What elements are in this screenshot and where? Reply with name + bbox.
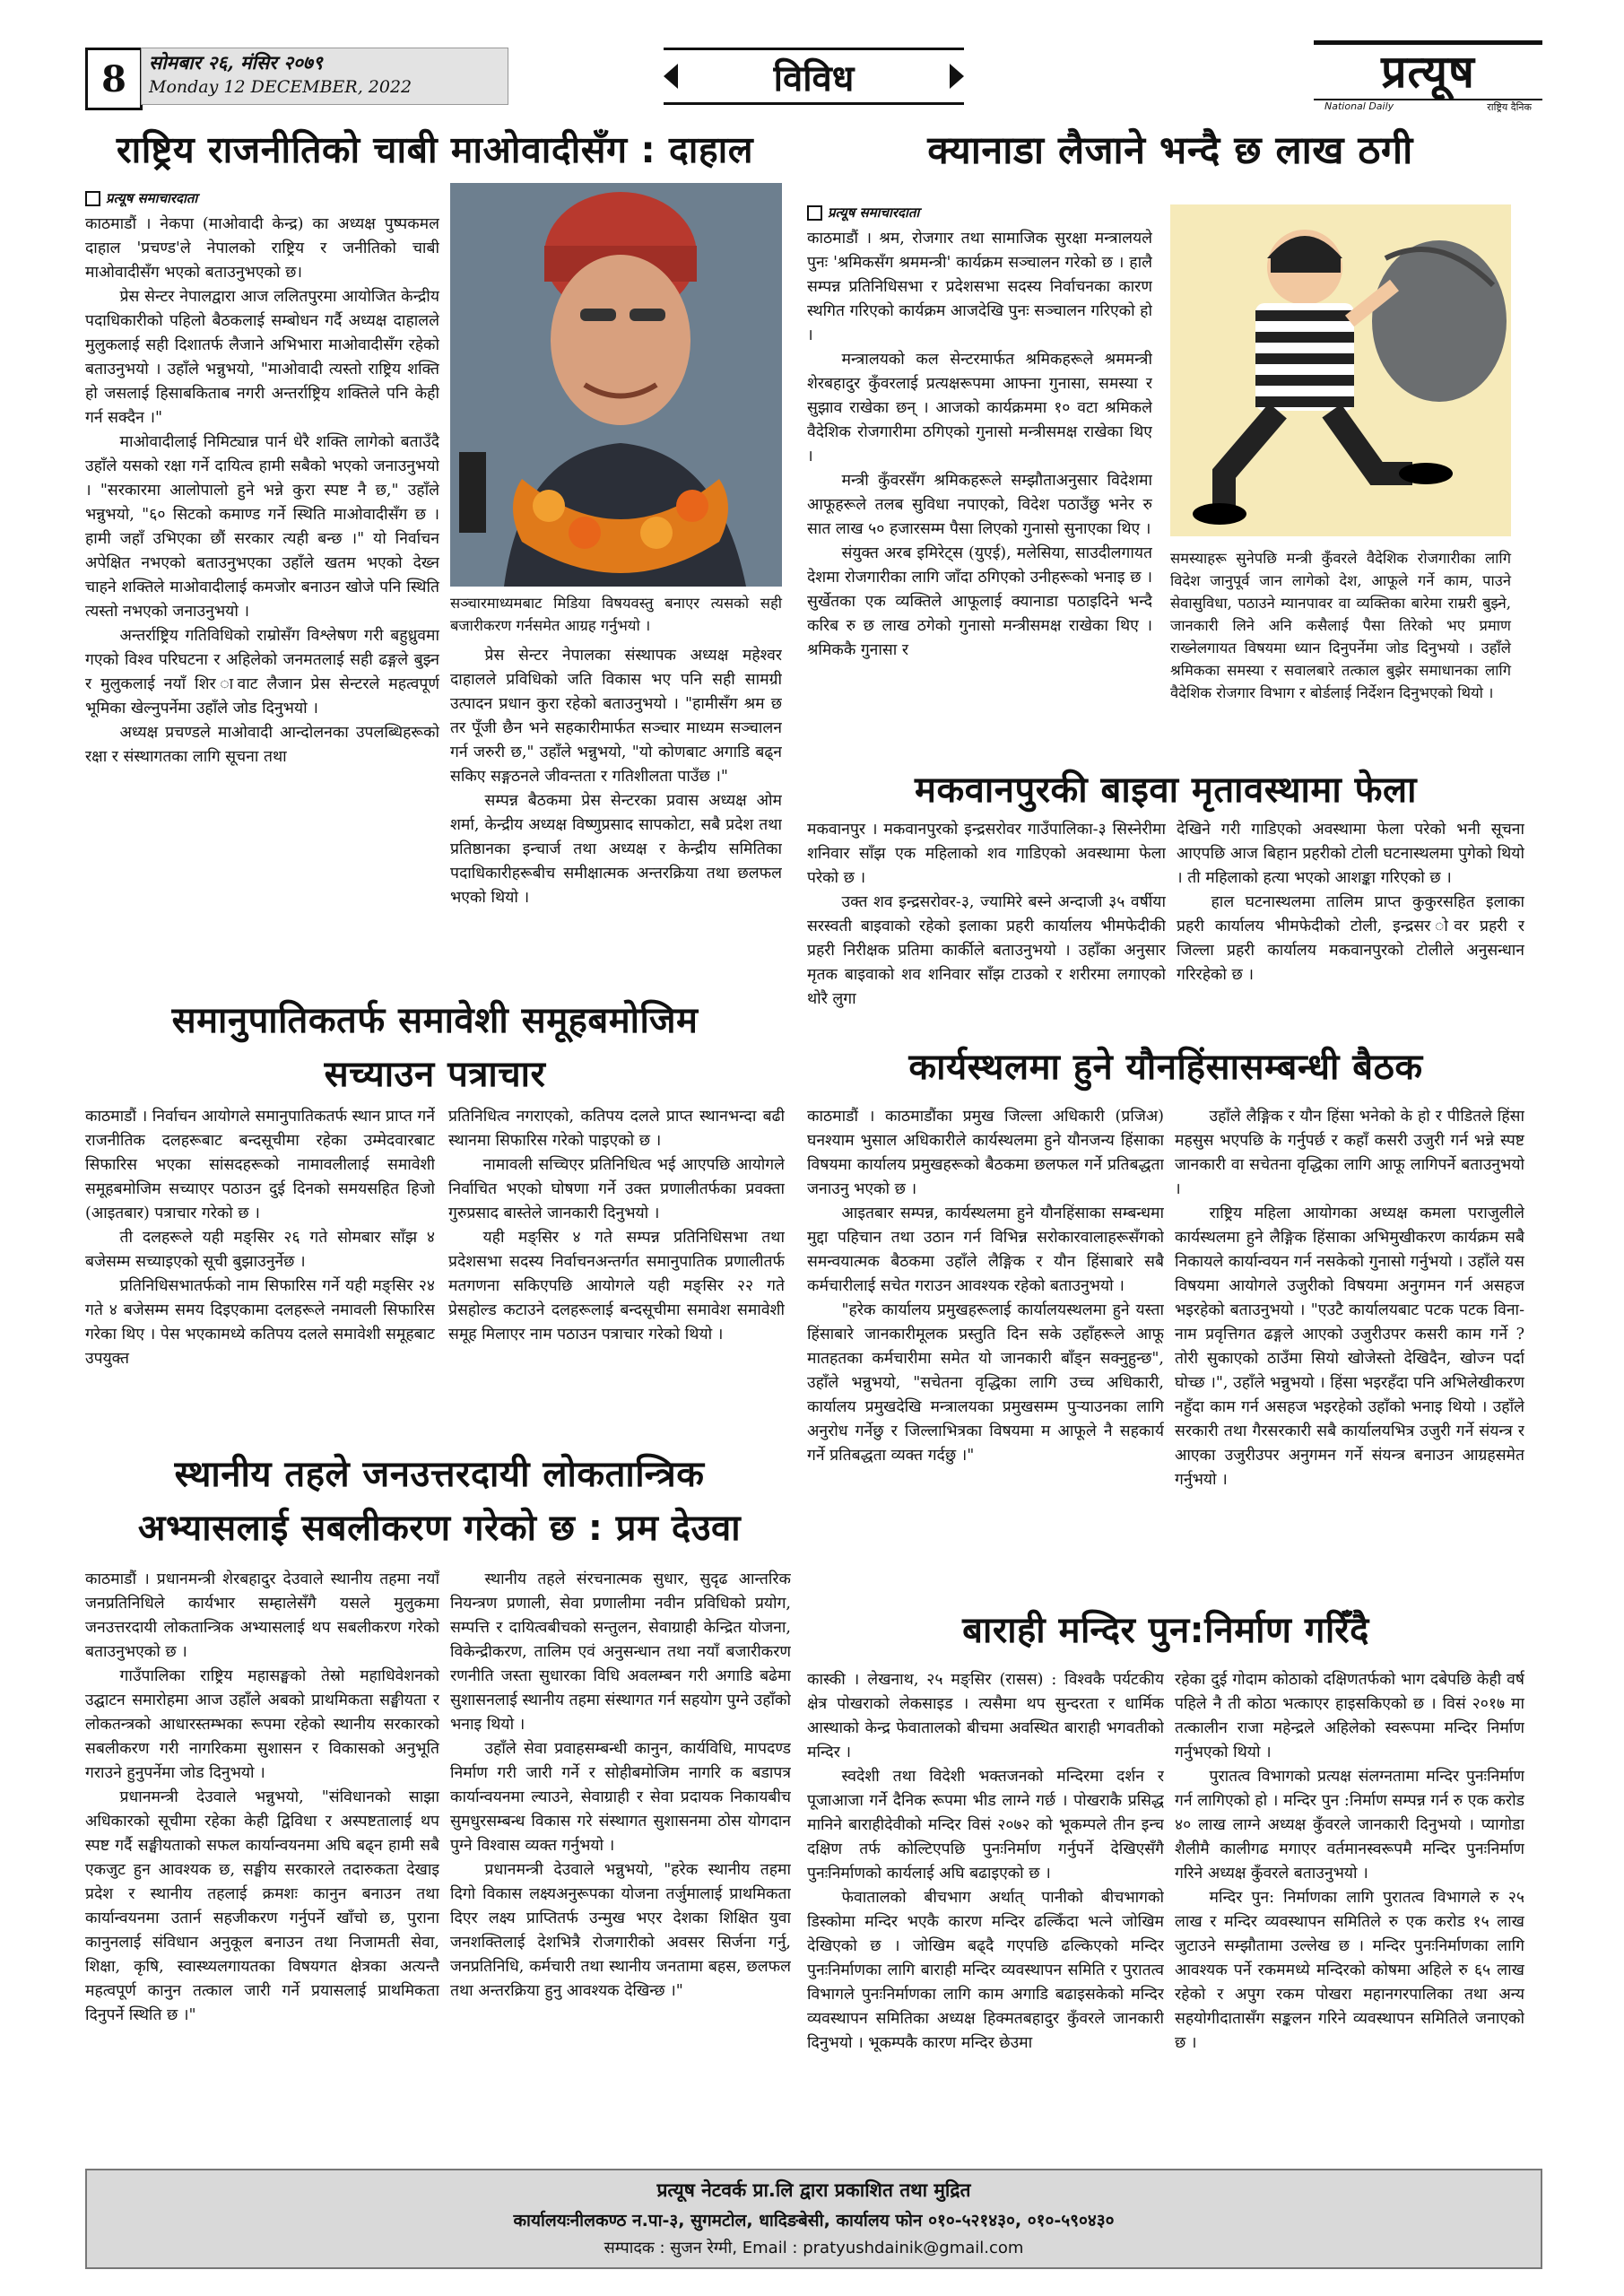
article3-col1: [807, 818, 1166, 1020]
date-block: [141, 48, 508, 105]
footer-address: कार्यालयःनीलकण्ठ न.पा-३, सुगमटोल, धादिङबेसी, कार्यालय फोन ०१०-५२१४३०, ०१०-५९०४३०: [513, 2211, 1115, 2231]
byline: प्रत्यूष समाचारदाता: [85, 187, 439, 211]
article2-caption: समस्याहरू सुनेपछि मन्त्री कुँवरले वैदेशिक रोजगारीका लागि विदेश जानुपूर्व जान लागेको देश, आफूले गर्ने काम, पाउने सेवासुविधा, पठाउने म्यानपावर वा व्यक्तिका बारेमा राम्ररी बुझ्ने, जानकारी लिने अनि कसैलाई पैसा तिरेको भए प्रमाण राख्नेलगायत विषयमा ध्यान दिनुपर्नेमा जोड दिनुभयो । उहाँले श्रमिकका समस्या र सवालबारे तत्काल बुझेर समाधानका लागि वैदेशिक रोजगार विभाग र बोर्डलाई निर्देशन दिनुभएको थियो ।: [1170, 550, 1511, 701]
article1-caption: सञ्चारमाध्यमबाट मिडिया विषयवस्तु बनाएर त्यसको सही बजारीकरण गर्नसमेत आग्रह गर्नुभयो ।: [450, 595, 782, 634]
article4-col1: [85, 1105, 435, 1450]
date-nepali: सोमबार २६, मंसिर २०७९: [149, 51, 323, 74]
logo-sub-left: National Daily: [1324, 100, 1394, 112]
article7-headline: बाराही मन्दिर पुन:निर्माण गरिँदै: [962, 1610, 1369, 1651]
article4-para: प्रतिनिधित्व नगराएको, कतिपय दलले प्राप्त स्थानभन्दा बढी स्थानमा सिफारिस गरेको पाइएको छ ।: [448, 1108, 785, 1150]
article3-para: उक्त शव इन्द्रसरोवर-३, ज्यामिरे बस्ने अन्दाजी ३५ वर्षीया सरस्वती बाइवाको रहेको इलाका प्रहरी कार्यालय भीमफेदीकी प्रहरी निरीक्षक प्रतिमा कार्कीले बताउनुभयो । उहाँका अनुसार मृतक बाइवाको शव शनिवार साँझ टाउको र शरीरमा लगाएको थोरै लुगा: [807, 893, 1166, 1008]
article1-para: अन्तर्राष्ट्रिय गतिविधिको राम्रोसँग विश्लेषण गरी बहुध्रुवमा गएको विश्व परिघटना र अहिलेको जनमतलाई सही ढङ्गले बुझ्न र मुलुकलाई नयाँ शिर ावाट लैजान प्रेस सेन्टरले महत्वपूर्ण भूमिका खेल्नुपर्नेमा उहाँले जोड दिनुभयो ।: [85, 627, 439, 718]
article1-para: अध्यक्ष प्रचण्डले माओवादी आन्दोलनका उपलब्धिहरूको रक्षा र संस्थागतका लागि सूचना तथा: [85, 724, 439, 766]
logo: [1314, 40, 1542, 114]
article7-para: रहेका दुई गोदाम कोठाको दक्षिणतर्फको भाग दबेपछि केही वर्ष पहिले नै ती कोठा भत्काएर हाइसकिएको छ । विसं २०१७ मा तत्कालीन राजा महेन्द्रले अहिलेको स्वरूपमा मन्दिर निर्माण गर्नुभएको थियो ।: [1175, 1671, 1524, 1761]
logo-text: प्रत्यूष: [1314, 40, 1542, 99]
article5-col1: [807, 1105, 1164, 1589]
triangle-right-icon: [950, 64, 964, 89]
portrait-photo-icon: [450, 183, 782, 587]
article2-col1: [807, 201, 1152, 748]
checkbox-icon: [807, 205, 822, 221]
footer-editor: सम्पादक : सुजन रेग्मी, Email : pratyushdainik@gmail.com: [604, 2239, 1024, 2257]
article3-para: हाल घटनास्थलमा तालिम प्राप्त कुकुरसहित इलाका प्रहरी कार्यालय भीमफेदीको टोली, इन्द्रसर ोवर प्रहरी र जिल्ला प्रहरी कार्यालय मकवानपुरको टोलीले अनुसन्धान गरिरहेको छ ।: [1177, 893, 1524, 984]
article3-headline: मकवानपुरकी बाइवा मृतावस्थामा फेला: [915, 770, 1417, 811]
article7-col1: [807, 1668, 1164, 2160]
article3-para: देखिने गरी गाडिएको अवस्थामा फेला परेको भनी सूचना आएपछि आज बिहान प्रहरीको टोली घटनास्थलमा पुगेको थियो । ती महिलाको हत्या भएको आशङ्का गरिएको छ ।: [1177, 821, 1524, 887]
article1-para: काठमाडौं । नेकपा (माओवादी केन्द्र) का अध्यक्ष पुष्पकमल दाहाल 'प्रचण्ड'ले नेपालको राष्ट्रिय र जनीतिको चाबी माओवादीसँग भएको बताउनुभएको छ।: [85, 215, 439, 282]
section-banner: [664, 48, 964, 105]
article6-para: प्रधानमन्त्री देउवाले भन्नुभयो, "हरेक स्थानीय तहमा दिगो विकास लक्ष्यअनुरूपका योजना तर्जुमालाई प्राथमिकता दिएर लक्ष्य प्राप्तितर्फ उन्मुख भएर देशका शिक्षित युवा जनशक्तिलाई देशभित्रै रोजगारीको अवसर सिर्जना गर्नु, जनप्रतिनिधि, कर्मचारी तथा स्थानीय जनतामा बहस, छलफल तथा अन्तरक्रिया हुनु आवश्यक देखिन्छ ।": [450, 1861, 791, 2000]
article6-col1: [85, 1568, 439, 2160]
article1-para: सम्पन्न बैठकमा प्रेस सेन्टरका प्रवास अध्यक्ष ओम शर्मा, केन्द्रीय अध्यक्ष विष्णुप्रसाद सापकोटा, सबै प्रदेश तथा प्रतिष्ठानका इन्चार्ज तथा अध्यक्ष र केन्द्रीय समितिका पदाधिकारीहरूबीच समीक्षात्मक अन्तरक्रिया तथा छलफल भएको थियो ।: [450, 792, 782, 907]
checkbox-icon: [85, 191, 100, 206]
article5-headline: कार्यस्थलमा हुने यौनहिंसासम्बन्धी बैठक: [908, 1047, 1423, 1088]
article5-para: काठमाडौं । काठमाडौंका प्रमुख जिल्ला अधिकारी (प्रजिअ) घनश्याम भुसाल अधिकारीले कार्यस्थलमा हुने यौनजन्य हिंसाका विषयमा कार्यालय प्रमुखहरूको बैठकमा छलफल गर्ने प्रतिबद्धता जनाउनु भएको छ ।: [807, 1108, 1164, 1198]
byline: प्रत्यूष समाचारदाता: [807, 201, 1152, 225]
article4-para: नामावली सच्चिएर प्रतिनिधित्व भई आएपछि आयोगले निर्वाचित भएको घोषणा गर्ने उक्त प्रणालीतर्फका प्रवक्ता गुरुप्रसाद बास्तेले जानकारी दिनुभयो ।: [448, 1156, 785, 1222]
article1-para: प्रेस सेन्टर नेपालका संस्थापक अध्यक्ष महेश्वर दाहालले प्रविधिको जति विकास भए पनि सही सामग्री उत्पादन प्रधान कुरा रहेको बताउनुभयो । "हामीसँग श्रम छ तर पूँजी छैन भने सहकारीमार्फत सञ्चार माध्यम सञ्चालन गर्न जरुरी छ," उहाँले भन्नुभयो, "यो कोणबाट अगाडि बढ्न सकिए सङ्गठनले जीवन्तता र गतिशीलता पाउँछ ।": [450, 647, 782, 786]
article6-para: स्थानीय तहले संरचनात्मक सुधार, सुदृढ आन्तरिक नियन्त्रण प्रणाली, सेवा प्रणालीमा नवीन प्रविधिको प्रयोग, सम्पत्ति र दायित्वबीचको सन्तुलन, सेवाग्राही केन्द्रित योजना, विकेन्द्रीकरण, तालिम एवं अनुसन्धान तथा नयाँ बजारीकरण रणनीति जस्ता सुधारका विधि अवलम्बन गरी अगाडि बढेमा सुशासनलाई स्थानीय तहमा संस्थागत गर्न सहयोग पुग्ने उहाँको भनाइ थियो ।: [450, 1570, 791, 1734]
thief-illustration-icon: [1170, 204, 1511, 536]
article1-headline: राष्ट्रिय राजनीतिको चाबी माओवादीसँग : दाहाल: [116, 128, 754, 171]
article7-para: स्वदेशी तथा विदेशी भक्तजनको मन्दिरमा दर्शन र पूजाआजा गर्ने दैनिक रूपमा भीड लाग्ने गर्छ । पोखराकै प्रसिद्ध मानिने बाराहीदेवीको मन्दिर विसं २०७२ को भूकम्पले तीन इन्च दक्षिण तर्फ कोल्टिएपछि पुनःनिर्माण गर्नुपर्ने देखिएसँगै पुनःनिर्माणको कार्यलाई अघि बढाइएको छ ।: [807, 1768, 1164, 1883]
article1-para: माओवादीलाई निमिट्यान्न पार्न धेरै शक्ति लागेको बताउँदै उहाँले यसको रक्षा गर्ने दायित्व हामी सबैको भएको जनाउनुभयो । "सरकारमा आलोपालो हुने भन्ने कुरा स्पष्ट नै छ," उहाँले भन्नुभयो, "६० सिटको कमाण्ड गर्ने स्थिति माओवादीसँग छ । हामी जहाँ उभिएका छौं सरकार त्यही बन्छ ।" यो निर्वाचन अपेक्षित नभएको बताउनुभएका उहाँले खतम भएको देख्न चाहने शक्तिले माओवादीलाई कमजोर बनाउन खोजे पनि स्थिति त्यस्तो नभएको जनाउनुभयो ।: [85, 433, 439, 621]
article1-para: प्रेस सेन्टर नेपालद्वारा आज ललितपुरमा आयोजित केन्द्रीय पदाधिकारीको पहिलो बैठकलाई सम्बोधन गर्दै अध्यक्ष दाहालले मुलुकलाई सही दिशातर्फ लैजाने अभिभारा माओवादीसँग रहेको बताउनुभयो । उहाँले भन्नुभयो, "माओवादी त्यस्तो राष्ट्रिय शक्ति हो जसलाई हिसाबकिताब नगरी अन्तर्राष्ट्रिय शक्तिले पनि केही गर्न सक्दैन ।": [85, 288, 439, 427]
article4-para: यही मङ्सिर ४ गते सम्पन्न प्रतिनिधिसभा तथा प्रदेशसभा सदस्य निर्वाचनअन्तर्गत समानुपातिक प्रणालीतर्फ मतगणना सकिएपछि आयोगले यही मङ्सिर २२ गते प्रेसहोल्ड कटाउने दलहरूलाई बन्दसूचीमा समावेश समावेशी समूह मिलाएर नाम पठाउन पत्राचार गरेको थियो ।: [448, 1229, 785, 1344]
article7-col2: [1175, 1668, 1524, 2160]
article7-para: फेवातालको बीचभाग अर्थात् पानीको बीचभागको डिस्कोमा मन्दिर भएकै कारण मन्दिर ढल्किँदा भत्ने जोखिम देखिएको छ । जोखिम बढ्दै गएपछि ढल्किएको मन्दिर पुनःनिर्माणका लागि बाराही मन्दिर व्यवस्थापन समिति र पुरातत्व विभागले पुनःनिर्माणका लागि काम अगाडि बढाइसकेको मन्दिर व्यवस्थापन समितिका अध्यक्ष हिक्मतबहादुर कुँवरले जानकारी दिनुभयो । भूकम्पकै कारण मन्दिर छेउमा: [807, 1889, 1164, 2052]
footer: [85, 2169, 1542, 2269]
article7-para: कास्की । लेखनाथ, २५ मङ्सिर (रासस) : विश्वकै पर्यटकीय क्षेत्र पोखराको लेकसाइड । त्यसैमा थप सुन्दरता र धार्मिक आस्थाको केन्द्र फेवातालको बीचमा अवस्थित बाराही भगवतीको मन्दिर ।: [807, 1671, 1164, 1761]
logo-sub-right: राष्ट्रिय दैनिक: [1487, 101, 1532, 113]
article4-para: काठमाडौं । निर्वाचन आयोगले समानुपातिकतर्फ स्थान प्राप्त गर्ने राजनीतिक दलहरूबाट बन्दसूचीमा रहेका उम्मेदवारबाट सिफारिस भएका सांसदहरूको नामावलीलाई समावेशी समूहबमोजिम सच्याएर पठाउन दुई दिनको समयसहित हिजो (आइतबार) पत्राचार गरेको छ ।: [85, 1108, 435, 1222]
article2-para: मन्त्री कुँवरसँग श्रमिकहरूले सम्झौताअनुसार विदेशमा आफूहरूले तलब सुविधा नपाएको, विदेश पठाउँछु भनेर रु सात लाख ५० हजारसम्म पैसा लिएको गुनासो सुनाएका थिए ।: [807, 472, 1152, 538]
article7-para: पुरातत्व विभागको प्रत्यक्ष संलग्नतामा मन्दिर पुनःनिर्माण गर्न लागिएको हो । मन्दिर पुन :निर्माण सम्पन्न गर्न रु एक करोड ४० लाख लाग्ने अध्यक्ष कुँवरले जानकारी दिनुभयो । प्यागोडा शैलीमै कालीगढ मगाएर वर्तमानस्वरूपमै मन्दिर पुनःनिर्माण गरिने अध्यक्ष कुँवरले बताउनुभयो ।: [1175, 1768, 1524, 1883]
article5-para: आइतबार सम्पन्न, कार्यस्थलमा हुने यौनहिंसाका सम्बन्धमा मुद्दा पहिचान तथा उठान गर्न विभिन्न सरोकारवालाहरूसँगको समन्वयात्मक बैठकमा उहाँले लैङ्गिक र यौन हिंसाबारे सबै कर्मचारीलाई सचेत गराउन आवश्यक रहेको बताउनुभयो ।: [807, 1205, 1164, 1295]
article6-para: गाउँपालिका राष्ट्रिय महासङ्घको तेस्रो महाधिवेशनको उद्घाटन समारोहमा आज उहाँले अबको प्राथमिकता सङ्घीयता र लोकतन्त्रको आधारस्तम्भका रूपमा रहेको स्थानीय सरकारको सबलीकरण गरी नागरिकमा सुशासन र विकासको अनुभूति गराउने हुनुपर्नेमा जोड दिनुभयो ।: [85, 1667, 439, 1782]
article6-para: उहाँले सेवा प्रवाहसम्बन्धी कानुन, कार्यविधि, मापदण्ड निर्माण गरी जारी गर्ने र सोहीबमोजिम नागरि क बडापत्र कार्यान्वयनमा ल्याउने, सेवाग्राही र सेवा प्रदायक निकायबीच सुमधुरसम्बन्ध विकास गरे संस्थागत सुशासनमा ठोस योगदान पुग्ने विश्वास व्यक्त गर्नुभयो ।: [450, 1740, 791, 1855]
article1-col1: [85, 187, 439, 994]
article5-col2: [1175, 1105, 1524, 1589]
article5-para: राष्ट्रिय महिला आयोगका अध्यक्ष कमला पराजुलीले कार्यस्थलमा हुने लैङ्गिक हिंसाका अभिमुखीकरण कार्यक्रम सबै निकायले कार्यान्वयन गर्न नसकेको गुनासो गर्नुभयो । उहाँले यस विषयमा आयोगले उजुरीको विषयमा अनुगमन गर्न असहज भइरहेको बताउनुभयो । "एउटै कार्यालयबाट पटक पटक विना-नाम प्रवृत्तिगत ढङ्गले आएको उजुरीउपर कसरी काम गर्ने ? तोरी सुकाएको ठाउँमा सियो खोजेस्तो देखिदैन, खोज्न पर्दा घोच्छ ।", उहाँले भन्नुभयो । हिंसा भइरहँदा पनि अभिलेखीकरण नहुँदा काम गर्न असहज भइरहेको उहाँको भनाइ थियो । उहाँले सरकारी तथा गैरसरकारी सबै कार्यालयभित्र उजुरी गर्ने संयन्त्र र आएका उजुरीउपर अनुगमन गर्ने संयन्त्र बनाउन आग्रहसमेत गर्नुभयो ।: [1175, 1205, 1524, 1489]
section-title: विविध: [773, 57, 855, 100]
masthead: [85, 40, 1542, 121]
article2-headline: क्यानाडा लैजाने भन्दै छ लाख ठगी: [927, 128, 1413, 173]
footer-publisher: प्रत्यूष नेटवर्क प्रा.लि द्वारा प्रकाशित तथा मुद्रित: [656, 2179, 971, 2201]
article1-col2: [450, 644, 782, 994]
article6-headline-line1: स्थानीय तहले जनउत्तरदायी लोकतान्त्रिक: [174, 1454, 705, 1495]
article2-para: संयुक्त अरब इमिरेट्स (युएई), मलेसिया, साउदीलगायत देशमा रोजगारीका लागि जाँदा ठगिएको उनीहरूको भनाइ छ । सुर्खेतका एक व्यक्तिले आफूलाई क्यानाडा पठाइदिने भन्दै करिब रु छ लाख ठगेको गुनासो मन्त्रीसमक्ष राखेका थिए । श्रमिककै गुनासा र: [807, 544, 1152, 659]
article7-para: मन्दिर पुन: निर्माणका लागि पुरातत्व विभागले रु २५ लाख र मन्दिर व्यवस्थापन समितिले रु एक करोड १५ लाख जुटाउने सम्झौतामा उल्लेख छ । मन्दिर पुनःनिर्माणका लागि आवश्यक पर्ने रकममध्ये मन्दिरको कोषमा अहिले रु ६५ लाख रहेको र अपुग रकम पोखरा महानगरपालिका तथा अन्य सहयोगीदातासँग सङ्कलन गरिने व्यवस्थापन समितिले जनाएको छ ।: [1175, 1889, 1524, 2052]
page-number-box: [85, 48, 143, 110]
article6-para: प्रधानमन्त्री देउवाले भन्नुभयो, "संविधानको साझा अधिकारको सूचीमा रहेका केही द्विविधा र अस्पष्टतालाई थप स्पष्ट गर्दै सङ्घीयताको सफल कार्यान्वयनमा अघि बढ्न हामी सबै एकजुट हुन आवश्यक छ, सङ्घीय सरकारले तदारुकता देखाइ प्रदेश र स्थानीय तहलाई क्रमशः कानुन बनाउन तथा कार्यान्वयनमा उतार्न सहजीकरण गर्नुपर्ने खाँचो छ, पुराना कानुनलाई संविधान अनुकूल बनाउन तथा निजामती सेवा, शिक्षा, कृषि, स्वास्थ्यलगायतका विषयगत क्षेत्रका अत्यन्तै महत्वपूर्ण कानुन तत्काल जारी गर्ने प्रयासलाई प्राथमिकता दिनुपर्ने स्थिति छ ।": [85, 1788, 439, 2024]
article2-para: मन्त्रालयको कल सेन्टरमार्फत श्रमिकहरूले श्रममन्त्री शेरबहादुर कुँवरलाई प्रत्यक्षरूपमा आफ्ना गुनासा, समस्या र सुझाव राखेका छन् । आजको कार्यक्रममा १० वटा श्रमिकले वैदेशिक रोजगारीमा ठगिएको गुनासो मन्त्रीसमक्ष राखेका थिए ।: [807, 351, 1152, 465]
article3-col2: [1177, 818, 1524, 1020]
article6-headline-line2: अभ्यासलाई सबलीकरण गरेको छ : प्रम देउवा: [137, 1508, 742, 1549]
article6-col2: [450, 1568, 791, 2160]
article4-para: प्रतिनिधिसभातर्फको नाम सिफारिस गर्ने यही मङ्सिर २४ गते ४ बजेसम्म समय दिइएकामा दलहरूले नमावली सिफारिस गरेका थिए । पेस भएकामध्ये कतिपय दलले समावेशी समूहबाट उपयुक्त: [85, 1277, 435, 1368]
article3-para: मकवानपुर । मकवानपुरको इन्द्रसरोवर गाउँपालिका-३ सिस्नेरीमा शनिवार साँझ एक महिलाको शव गाडिएको अवस्थामा फेला परेको छ ।: [807, 821, 1166, 887]
article4-col2: [448, 1105, 785, 1450]
article2-para: काठमाडौं । श्रम, रोजगार तथा सामाजिक सुरक्षा मन्त्रालयले पुनः 'श्रमिकसँग श्रममन्त्री' कार्यक्रम सञ्चालन गरेको छ । हालै सम्पन्न प्रतिनिधिसभा र प्रदेशसभा सदस्य निर्वाचनका कारण स्थगित गरिएको कार्यक्रम आजदेखि पुनः सञ्चालन गरिएको हो ।: [807, 230, 1152, 344]
article5-para: उहाँले लैङ्गिक र यौन हिंसा भनेको के हो र पीडितले हिंसा महसुस भएपछि के गर्नुपर्छ र कहाँ कसरी उजुरी गर्न भन्ने स्पष्ट जानकारी वा सचेतना वृद्धिका लागि आफू लागिपर्ने बताउनुभयो ।: [1175, 1108, 1524, 1198]
page-number: 8: [101, 57, 126, 100]
date-english: Monday 12 DECEMBER, 2022: [149, 77, 413, 97]
article6-para: काठमाडौं । प्रधानमन्त्री शेरबहादुर देउवाले स्थानीय तहमा नयाँ जनप्रतिनिधिले कार्यभार सम्हालेसँगै यसले मुलुकमा जनउत्तरदायी लोकतान्त्रिक अभ्यासलाई थप सबलीकरण गरेको बताउनुभएको छ ।: [85, 1570, 439, 1661]
article4-headline-line2: सच्याउन पत्राचार: [324, 1054, 546, 1095]
article4-para: ती दलहरूले यही मङ्सिर २६ गते सोमबार साँझ ४ बजेसम्म सच्याइएको सूची बुझाउनुर्नेछ ।: [85, 1229, 435, 1271]
triangle-left-icon: [664, 64, 678, 89]
article5-para: "हरेक कार्यालय प्रमुखहरूलाई कार्यालयस्थलमा हुने यस्ता हिंसाबारे जानकारीमूलक प्रस्तुति दिन सके उहाँहरूले आफू मातहतका कर्मचारीमा समेत यो जानकारी बाँड्न सक्नुहुन्छ", उहाँले भन्नुभयो, "सचेतना वृद्धिका लागि उच्च अधिकारी, कार्यालय प्रमुखदेखि मन्त्रालयका प्रमुखसम्म पुऱ्याउनका लागि अनुरोध गर्नेछु र जिल्लाभित्रका विषयमा म आफूले नै सहकार्य गर्ने प्रतिबद्धता व्यक्त गर्दछु ।": [807, 1301, 1164, 1465]
article4-headline-line1: समानुपातिकतर्फ समावेशी समूहबमोजिम: [171, 1000, 699, 1041]
